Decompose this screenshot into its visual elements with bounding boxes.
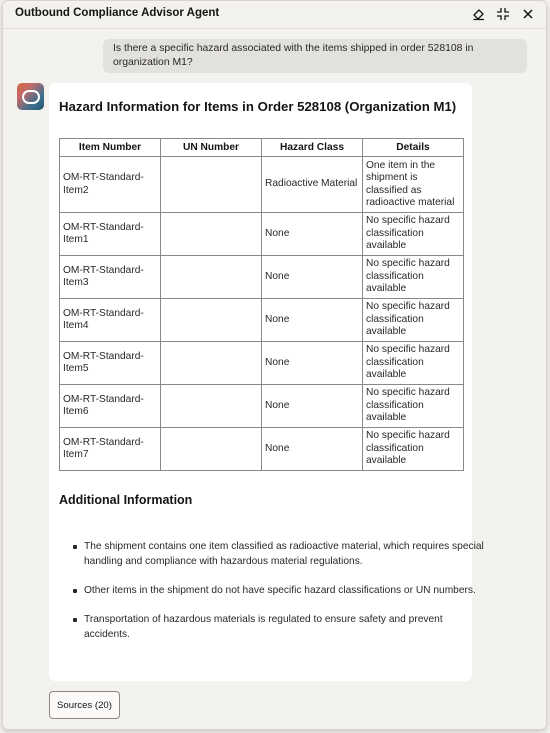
cell-hazard-class: None [262,428,363,471]
cell-un-number [161,157,262,213]
list-item: Other items in the shipment do not have specific hazard classifications or UN numbers. [84,583,484,598]
response-title: Hazard Information for Items in Order 528108 (Organization M1) [59,99,457,114]
agent-response-card [49,83,484,681]
agent-window [2,0,547,730]
table-row [60,299,464,342]
table-row [60,385,464,428]
table-row [60,342,464,385]
table-header-row [60,139,464,157]
cell-hazard-class: None [262,342,363,385]
cell-details: No specific hazard classification available [363,299,464,342]
cell-details: No specific hazard classification available [363,213,464,256]
cell-hazard-class: None [262,256,363,299]
cell-details: No specific hazard classification available [363,428,464,471]
list-item: Transportation of hazardous materials is regulated to ensure safety and prevent accidents. [84,612,484,642]
cell-details: One item in the shipment is classified as radioactive material [363,157,464,213]
cell-item-number: OM-RT-Standard-Item2 [60,157,161,213]
cell-un-number [161,299,262,342]
cell-hazard-class: None [262,299,363,342]
cell-un-number [161,342,262,385]
cell-un-number [161,385,262,428]
cell-details: No specific hazard classification available [363,342,464,385]
cell-hazard-class: None [262,385,363,428]
cell-item-number: OM-RT-Standard-Item6 [60,385,161,428]
cell-un-number [161,256,262,299]
cell-details: No specific hazard classification available [363,385,464,428]
cell-item-number: OM-RT-Standard-Item7 [60,428,161,471]
cell-item-number: OM-RT-Standard-Item5 [60,342,161,385]
close-icon[interactable] [519,5,537,23]
cell-hazard-class: Radioactive Material [262,157,363,213]
cell-item-number: OM-RT-Standard-Item4 [60,299,161,342]
header-un-number: UN Number [161,139,262,157]
collapse-icon[interactable] [494,5,512,23]
additional-info-list [59,539,484,656]
hazard-table [59,138,464,471]
user-message: Is there a specific hazard associated with the items shipped in order 528108 in organization M1? [103,39,527,73]
agent-avatar-icon [17,83,44,110]
cell-un-number [161,428,262,471]
header-details: Details [363,139,464,157]
header-item-number: Item Number [60,139,161,157]
cell-hazard-class: None [262,213,363,256]
window-title: Outbound Compliance Advisor Agent [15,7,220,19]
table-row [60,213,464,256]
cell-un-number [161,213,262,256]
additional-info-heading: Additional Information [59,493,193,507]
cell-details: No specific hazard classification available [363,256,464,299]
table-row [60,428,464,471]
table-row [60,157,464,213]
cell-item-number: OM-RT-Standard-Item3 [60,256,161,299]
clear-chat-icon[interactable] [470,5,488,23]
table-row [60,256,464,299]
sources-button[interactable]: Sources (20) [49,691,120,719]
cell-item-number: OM-RT-Standard-Item1 [60,213,161,256]
title-bar [3,1,546,29]
list-item: The shipment contains one item classified as radioactive material, which requires special handling and compliance with hazardous material regulations. [84,541,484,567]
header-hazard-class: Hazard Class [262,139,363,157]
